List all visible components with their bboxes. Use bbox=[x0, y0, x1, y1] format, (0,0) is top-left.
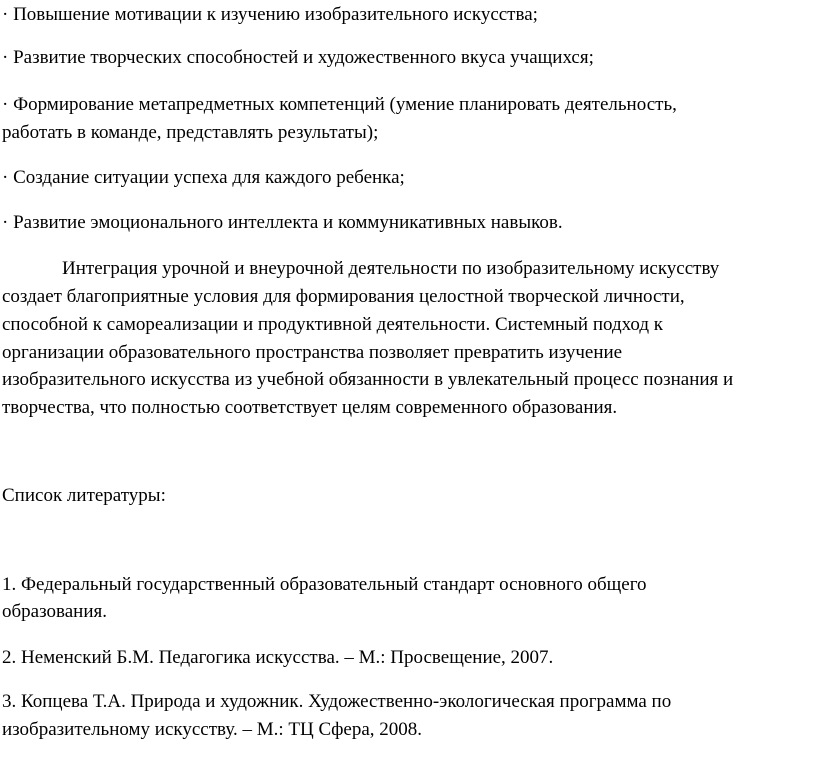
bullet-item: · Формирование метапредметных компетенций (умение планировать деятельность, bbox=[2, 94, 677, 115]
conclusion-line: творчества, что полностью соответствует целям современного образования. bbox=[2, 397, 618, 418]
bullet-item: · Развитие творческих способностей и художественного вкуса учащихся; bbox=[2, 47, 594, 68]
conclusion-line: организации образовательного пространства позволяет превратить изучение bbox=[2, 342, 623, 363]
conclusion-line: способной к самореализации и продуктивной деятельности. Системный подход к bbox=[2, 314, 664, 335]
bullet-item: · Повышение мотивации к изучению изобразительного искусства; bbox=[2, 4, 538, 25]
reference-item: 1. Федеральный государственный образовательный стандарт основного общего bbox=[2, 574, 647, 595]
reference-item: 3. Копцева Т.А. Природа и художник. Художественно-экологическая программа по bbox=[2, 691, 672, 712]
reference-item: 2. Неменский Б.М. Педагогика искусства. – М.: Просвещение, 2007. bbox=[2, 647, 554, 668]
bullet-item: · Создание ситуации успеха для каждого ребенка; bbox=[2, 167, 405, 188]
conclusion-line: изобразительного искусства из учебной обязанности в увлекательный процесс познания и bbox=[2, 369, 734, 390]
conclusion-line: создает благоприятные условия для формирования целостной творческой личности, bbox=[2, 286, 685, 307]
references-heading: Список литературы: bbox=[2, 485, 166, 506]
bullet-item: · Развитие эмоционального интеллекта и коммуникативных навыков. bbox=[2, 212, 563, 233]
conclusion-line: Интеграция урочной и внеурочной деятельности по изобразительному искусству bbox=[62, 258, 720, 279]
reference-item-continuation: изобразительному искусству. – М.: ТЦ Сфера, 2008. bbox=[2, 719, 423, 740]
bullet-item-continuation: работать в команде, представлять результаты); bbox=[2, 122, 379, 143]
reference-item-continuation: образования. bbox=[2, 601, 107, 622]
